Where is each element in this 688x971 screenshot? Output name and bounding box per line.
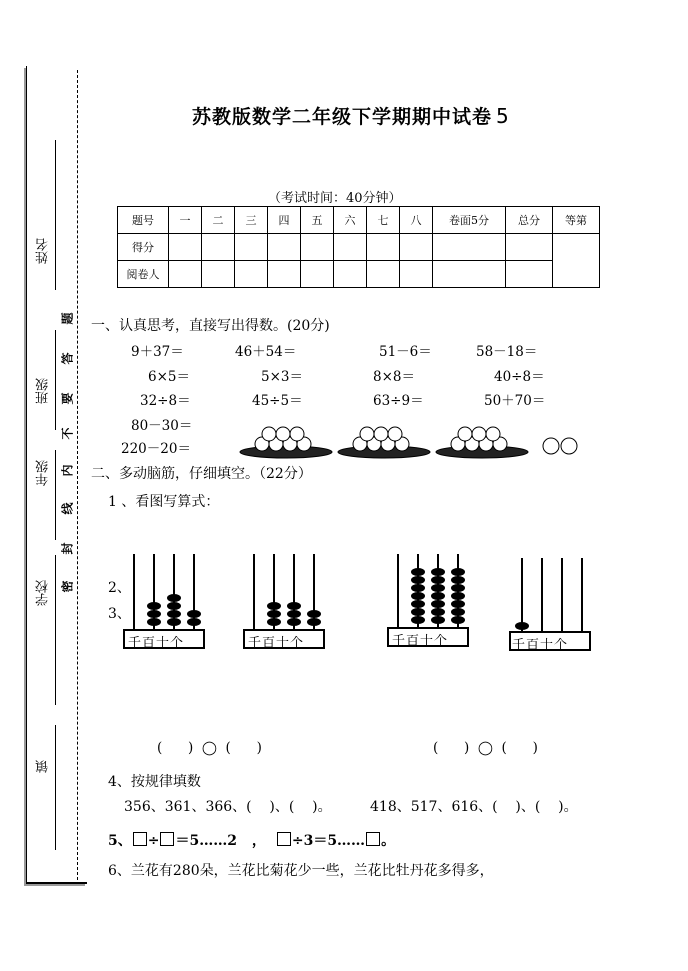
seal-char: 不 <box>60 427 75 440</box>
class-label: 班级 <box>36 378 51 404</box>
abacus-place-labels: 千百十个 <box>248 636 305 651</box>
q4-text: 4、按规律填数 <box>108 774 201 790</box>
grader-row <box>118 261 600 288</box>
table-header-cell: 七 <box>367 207 400 234</box>
compare-right[interactable]: ( ) ◯ ( ) <box>433 740 538 756</box>
arith-item: 9＋37＝ <box>131 344 184 360</box>
score-cell[interactable] <box>506 234 553 261</box>
q5-result-2: ÷3＝5…… <box>291 833 366 849</box>
grader-cell[interactable] <box>202 261 235 288</box>
section1-heading: 一、认真思考，直接写出得数。(20分) <box>91 318 330 334</box>
exam-time: （考试时间：40分钟） <box>268 191 402 206</box>
score-cell[interactable] <box>169 234 202 261</box>
arith-item: 58－18＝ <box>476 344 538 360</box>
grader-cell[interactable] <box>235 261 268 288</box>
table-row-label: 阅卷人 <box>118 261 169 288</box>
q1-text: 1 、看图写算式： <box>108 494 220 510</box>
seal-char: 封 <box>60 542 75 555</box>
arith-item: 51－6＝ <box>379 344 432 360</box>
grader-cell[interactable] <box>367 261 400 288</box>
seal-char: 答 <box>60 352 75 365</box>
arith-item: 80－30＝ <box>131 418 193 434</box>
score-cell[interactable] <box>235 234 268 261</box>
table-header-cell: 四 <box>268 207 301 234</box>
arith-item: 220－20＝ <box>121 441 191 457</box>
grade-label: 年级 <box>36 460 51 486</box>
arith-item: 40÷8＝ <box>494 369 545 385</box>
score-header-row <box>118 207 600 234</box>
name-label: 姓名 <box>36 238 51 264</box>
score-cell[interactable] <box>268 234 301 261</box>
q6-text: 6、兰花有280朵，兰花比菊花少一些，兰花比牡丹花多得多， <box>108 863 494 879</box>
arith-item: 32÷8＝ <box>140 393 191 409</box>
compare-left[interactable]: ( ) ◯ ( ) <box>157 740 262 756</box>
grader-cell[interactable] <box>433 261 506 288</box>
table-header-cell: 五 <box>301 207 334 234</box>
arith-item: 63÷9＝ <box>373 393 424 409</box>
arith-item: 50＋70＝ <box>484 393 546 409</box>
seal-char: 题 <box>60 312 75 325</box>
score-row <box>118 234 600 261</box>
arith-item: 5×3＝ <box>261 369 303 385</box>
q5-prefix: 5、 <box>108 833 132 849</box>
table-header-cell: 卷面5分 <box>433 207 506 234</box>
answer-box[interactable] <box>366 832 380 846</box>
fruit-plates-figure <box>236 422 600 464</box>
cutoff-cover <box>132 548 592 554</box>
grade-level-cell[interactable] <box>553 234 600 288</box>
seal-dashed-line <box>77 70 78 880</box>
table-header-cell: 二 <box>202 207 235 234</box>
section2-heading: 二、多动脑筋，仔细填空。（22分） <box>91 466 312 482</box>
arith-item: 45÷5＝ <box>252 393 303 409</box>
school-blank-line <box>55 555 56 705</box>
table-header-cell: 八 <box>400 207 433 234</box>
class-blank-line <box>55 330 56 430</box>
answer-box[interactable] <box>160 832 174 846</box>
table-header-cell: 六 <box>334 207 367 234</box>
q3-number: 3、 <box>108 606 131 622</box>
score-cell[interactable] <box>301 234 334 261</box>
score-cell[interactable] <box>334 234 367 261</box>
score-cell[interactable] <box>367 234 400 261</box>
abacus-place-labels: 千百十个 <box>128 636 185 651</box>
town-label: 镇 <box>36 760 51 773</box>
table-header-cell: 题号 <box>118 207 169 234</box>
fruit-plates-svg <box>236 422 600 464</box>
q5-end: 。 <box>381 833 396 849</box>
score-cell[interactable] <box>400 234 433 261</box>
table-header-cell: 三 <box>235 207 268 234</box>
score-cell[interactable] <box>202 234 235 261</box>
abacus-place-labels: 千百十个 <box>512 638 569 653</box>
answer-box[interactable] <box>277 832 291 846</box>
score-table <box>117 206 600 288</box>
arith-item: 8×8＝ <box>373 369 415 385</box>
table-header-cell: 一 <box>169 207 202 234</box>
seal-char: 要 <box>60 392 75 405</box>
grader-cell[interactable] <box>301 261 334 288</box>
abacus-place-labels: 千百十个 <box>392 634 449 649</box>
q4-sequence-2[interactable]: 418、517、616、( )、( )。 <box>370 799 578 815</box>
school-label: 学校 <box>36 580 51 606</box>
q2-number: 2、 <box>108 580 131 596</box>
q5-line <box>108 830 395 850</box>
table-header-cell: 总分 <box>506 207 553 234</box>
arith-item: 6×5＝ <box>148 369 190 385</box>
grader-cell[interactable] <box>268 261 301 288</box>
seal-char: 密 <box>60 580 75 593</box>
q4-sequence-1[interactable]: 356、361、366、( )、( )。 <box>124 799 332 815</box>
grader-cell[interactable] <box>506 261 553 288</box>
table-row-label: 得分 <box>118 234 169 261</box>
arith-item: 46＋54＝ <box>235 344 297 360</box>
seal-char: 线 <box>60 502 75 515</box>
name-blank-line <box>55 140 56 290</box>
q5-divide: ÷ <box>147 833 160 849</box>
score-cell[interactable] <box>433 234 506 261</box>
q5-result: ＝5……2 <box>175 833 237 849</box>
table-header-cell: 等第 <box>553 207 600 234</box>
grade-blank-line <box>55 450 56 540</box>
grader-cell[interactable] <box>400 261 433 288</box>
q5-comma: ， <box>251 833 266 849</box>
answer-box[interactable] <box>133 832 147 846</box>
town-blank-line <box>55 725 56 850</box>
paper-title: 苏教版数学二年级下学期期中试卷 5 <box>192 104 510 128</box>
seal-char: 内 <box>60 464 75 477</box>
grader-cell[interactable] <box>169 261 202 288</box>
grader-cell[interactable] <box>334 261 367 288</box>
